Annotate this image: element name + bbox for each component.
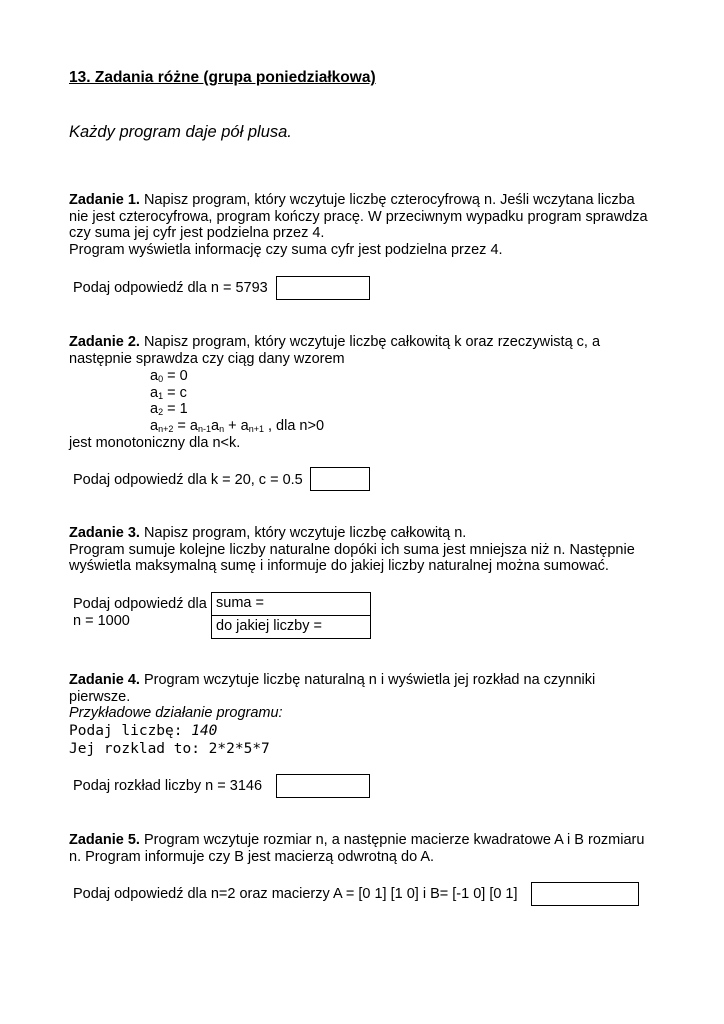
example-input: 140 — [191, 723, 218, 739]
task-4-description — [69, 672, 669, 722]
task-3-limit-cell[interactable]: do jakiej liczby = — [211, 615, 371, 639]
task-5-heading: Zadanie 5. — [69, 832, 140, 848]
task-1-line-2: nie jest czterocyfrowa, program kończy pracę. W przeciwnym wypadku program sprawdza — [69, 208, 648, 225]
task-1-answer-label: Podaj odpowiedź dla n = 5793 — [73, 280, 268, 296]
task-3-heading: Zadanie 3. — [69, 525, 140, 541]
task-5-answer-box[interactable] — [531, 882, 639, 906]
task-4-answer-label: Podaj rozkład liczby n = 3146 — [73, 778, 263, 794]
task-2-line-1: Napisz program, który wczytuje liczbę całkowitą k oraz rzeczywistą c, a — [139, 334, 601, 350]
task-3-line-2: Program sumuje kolejne liczby naturalne dopóki ich suma jest mniejsza niż n. Następnie — [69, 541, 635, 558]
task-2-answer-box[interactable] — [310, 467, 370, 491]
example-result: Jej rozklad to: 2*2*5*7 — [69, 741, 270, 757]
task-2-line-2: następnie sprawdza czy ciąg dany wzorem — [69, 350, 345, 367]
formula-recurrence: $a_{n+2} = a_{n-1}a_n + a_{n+1}$ , dla n>0 — [150, 417, 325, 434]
task-4-heading: Zadanie 4. — [69, 672, 140, 688]
task-3-description — [69, 525, 669, 575]
task-1-line-1: Napisz program, który wczytuje liczbę czterocyfrową n. Jeśli wczytana liczba — [139, 192, 635, 208]
task-5-line-1: Program wczytuje rozmiar n, a następnie macierze kwadratowe A i B rozmiaru — [139, 832, 645, 848]
formula-a1: $a_1 = c$ — [150, 384, 187, 401]
task-3-line-3: wyświetla maksymalną sumę i informuje do jakiej liczby naturalnej można sumować. — [69, 558, 609, 574]
task-4-line-2: pierwsze. — [69, 688, 131, 705]
task-2-answer-label: Podaj odpowiedź dla k = 20, c = 0.5 — [73, 472, 303, 488]
task-3-answer-label: Podaj odpowiedź dla n = 1000 — [73, 596, 207, 629]
task-5-line-2: n. Program informuje czy B jest macierzą odwrotną do A. — [69, 848, 435, 865]
sequence-formula — [150, 368, 324, 434]
task-1-line-4: Program wyświetla informację czy suma cyfr jest podzielna przez 4. — [69, 241, 503, 258]
task-2-closing: jest monotoniczny dla n<k. — [69, 435, 241, 451]
task-5-answer-label: Podaj odpowiedź dla n=2 oraz macierzy A = [0 1] [1 0] i B= [-1 0] [0 1] — [73, 886, 518, 902]
task-1-answer-box[interactable] — [276, 276, 370, 300]
formula-a2: $a_2 = 1$ — [150, 401, 188, 417]
task-3-line-1: Napisz program, który wczytuje liczbę całkowitą n. — [139, 525, 467, 541]
page-subtitle: Każdy program daje pół plusa. — [69, 123, 292, 141]
task-2-description — [69, 334, 669, 367]
task-4-line-1: Program wczytuje liczbę naturalną n i wyświetla jej rozkład na czynniki — [139, 672, 596, 688]
task-1-line-3: czy suma jej cyfr jest podzielna przez 4. — [69, 225, 325, 241]
task-3-sum-cell[interactable]: suma = — [211, 592, 371, 616]
example-prompt: Podaj liczbę: — [69, 723, 192, 739]
page-title: 13. Zadania różne (grupa poniedziałkowa) — [69, 69, 376, 86]
formula-a0: $a_0 = 0$ — [150, 368, 188, 384]
task-1-description — [69, 192, 669, 258]
task-1-heading: Zadanie 1. — [69, 192, 140, 208]
task-4-example-heading: Przykładowe działanie programu: — [69, 705, 283, 721]
task-4-example-output — [69, 722, 270, 758]
task-5-description — [69, 832, 669, 865]
task-2-heading: Zadanie 2. — [69, 334, 140, 350]
task-4-answer-box[interactable] — [276, 774, 370, 798]
